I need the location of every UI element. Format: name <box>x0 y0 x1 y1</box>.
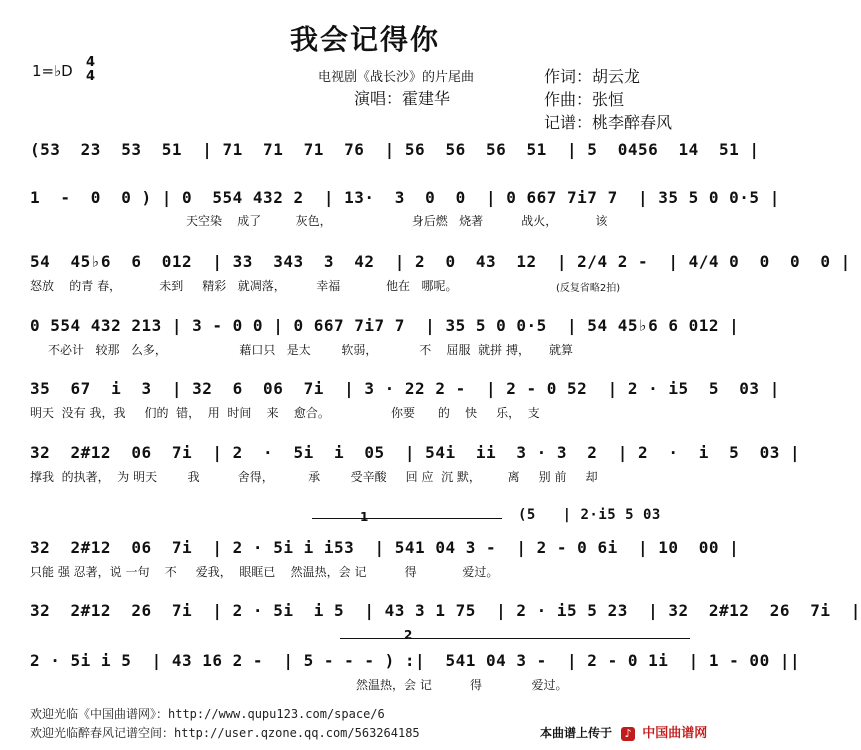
score-row-2-notes: 1 - 0 0 ) | 0 554 432 2 | 13· 3 0 0 | 0 667 7i7 7 | 35 5 0 0·5 | <box>30 188 780 207</box>
score-row-4-notes: 0 554 432 213 | 3 - 0 0 | 0 667 7i7 7 | 35 5 0 0·5 | 54 45♭6 6 012 | <box>30 316 740 335</box>
intro-continuation: (5 | 2·i5 5 03 <box>518 507 661 523</box>
ending-1-label: 1 <box>360 510 369 524</box>
score-row-3-notes: 54 45♭6 6 012 | 33 343 3 42 | 2 0 43 12 | 2/4 2 - | 4/4 0 0 0 0 | <box>30 252 851 271</box>
score-row-5-lyrics: 明天 没有 我，我 们的 错， 用 时间 来 愈合。 你要 的 快 乐， 支 <box>30 406 540 420</box>
brand-name: 中国曲谱网 <box>642 726 708 741</box>
repeat-note: (反复省略2拍) <box>556 283 621 294</box>
page-title: 我会记得你 <box>289 23 440 56</box>
upload-label: 本曲谱上传于 <box>540 726 613 740</box>
time-signature-top: 4 <box>86 55 96 70</box>
time-signature-bottom: 4 <box>86 69 96 84</box>
subtitle: 电视剧《战长沙》的片尾曲 <box>318 70 475 85</box>
score-row-9-lyrics: 然温热，会 记 得 爱过。 <box>356 678 568 692</box>
score-row-1-notes: (53 23 53 51 | 71 71 71 76 | 56 56 56 51 | 5 0456 14 51 | <box>30 140 760 159</box>
transcriber: 记谱：桃李醉春风 <box>544 113 673 132</box>
composer: 作曲：张恒 <box>544 90 625 109</box>
score-row-7-lyrics: 只能 强 忍著，说 一句 不 爱我， 眼眶已 然温热，会 记 得 爱过。 <box>30 565 499 579</box>
lyricist: 作词：胡云龙 <box>544 67 641 86</box>
singer: 演唱：霍建华 <box>354 89 451 108</box>
ending-2-label: 2 <box>404 628 413 642</box>
score-row-8-notes: 32 2#12 26 7i | 2 · 5i i 5 | 43 3 1 75 | 2 · i5 5 23 | 32 2#12 26 7i | <box>30 601 861 620</box>
footer-link-qupu[interactable]: 欢迎光临《中国曲谱网》：http://www.qupu123.com/space/6 <box>30 707 385 721</box>
music-note-icon: ♪ <box>621 727 635 741</box>
score-row-7-notes: 32 2#12 06 7i | 2 · 5i i i53 | 541 04 3 - | 2 - 0 6i | 10 00 | <box>30 538 740 557</box>
ending-2-bracket <box>340 638 690 639</box>
score-row-2-lyrics: 天空染 成了 灰色， 身后燃 烧著 战火， 该 <box>186 214 608 228</box>
key-signature: 1=♭D <box>32 62 73 80</box>
footer-link-qzone[interactable]: 欢迎光临醉春风记谱空间：http://user.qzone.qq.com/563264185 <box>30 726 420 740</box>
score-row-6-notes: 32 2#12 06 7i | 2 · 5i i 05 | 54i ii 3 · 3 2 | 2 · i 5 03 | <box>30 443 801 462</box>
score-row-9-notes: 2 · 5i i 5 | 43 16 2 - | 5 - - - ) :| 541 04 3 - | 2 - 0 1i | 1 - 00 || <box>30 651 801 670</box>
ending-1-bracket <box>312 518 502 519</box>
score-row-6-lyrics: 撑我 的执著， 为 明天 我 舍得， 承 受辛酸 回 应 沉 默， 离 别 前 却 <box>30 470 598 484</box>
score-row-5-notes: 35 67 i 3 | 32 6 06 7i | 3 · 22 2 - | 2 - 0 52 | 2 · i5 5 03 | <box>30 379 780 398</box>
brand-logo <box>540 722 724 744</box>
score-row-4-lyrics: 不必计 较那 么多， 藉口只 是太 软弱， 不 屈服 就拼 搏， 就算 <box>48 343 574 357</box>
score-row-3-lyrics: 怒放 的青 春， 未到 精彩 就凋落， 幸福 他在 哪呢。 <box>30 279 458 293</box>
